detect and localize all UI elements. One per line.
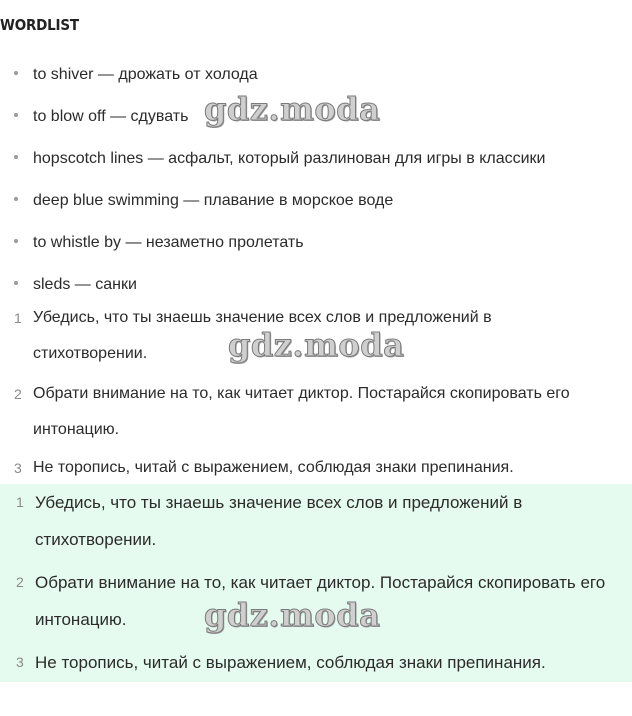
bullet-icon xyxy=(14,71,18,75)
step-text: Обрати внимание на то, как читает диктор. Постарайся скопировать его интонацию. xyxy=(33,385,570,438)
bullet-icon xyxy=(14,281,18,285)
step-number: 1 xyxy=(16,494,24,510)
step-text: Обрати внимание на то, как читает диктор. Постарайся скопировать его интонацию. xyxy=(35,573,606,629)
list-item-text: to blow off — сдувать xyxy=(33,108,189,125)
step-text: Не торопись, читай с выражением, соблюдая знаки препинания. xyxy=(35,653,546,672)
bullet-icon xyxy=(14,113,18,117)
list-item-text: to whistle by — незаметно пролетать xyxy=(33,234,304,251)
bullet-icon xyxy=(14,155,18,159)
highlighted-block xyxy=(0,484,632,682)
step-text: Убедись, что ты знаешь значение всех слов и предложений в стихотворении. xyxy=(35,493,523,549)
watermark-logo: gdz.moda xyxy=(204,90,381,128)
watermark-logo: gdz.moda xyxy=(204,596,381,634)
step-text: Убедись, что ты знаешь значение всех слов и предложений в стихотворении. xyxy=(33,309,492,362)
step-number: 3 xyxy=(14,460,22,476)
list-item-text: to shiver — дрожать от холода xyxy=(33,66,258,83)
wordlist-heading: WORDLIST xyxy=(0,16,79,34)
step-number: 1 xyxy=(14,310,22,326)
step-number: 2 xyxy=(16,574,24,590)
bullet-icon xyxy=(14,197,18,201)
list-item-text: sleds — санки xyxy=(33,276,137,293)
watermark-logo: gdz.moda xyxy=(228,326,405,364)
step-number: 2 xyxy=(14,386,22,402)
step-text: Не торопись, читай с выражением, соблюдая знаки препинания. xyxy=(33,459,514,476)
step-number: 3 xyxy=(16,654,24,670)
list-item-text: hopscotch lines — асфальт, который разлинован для игры в классики xyxy=(33,150,546,167)
bullet-icon xyxy=(14,239,18,243)
list-item-text: deep blue swimming — плавание в морское воде xyxy=(33,192,394,209)
